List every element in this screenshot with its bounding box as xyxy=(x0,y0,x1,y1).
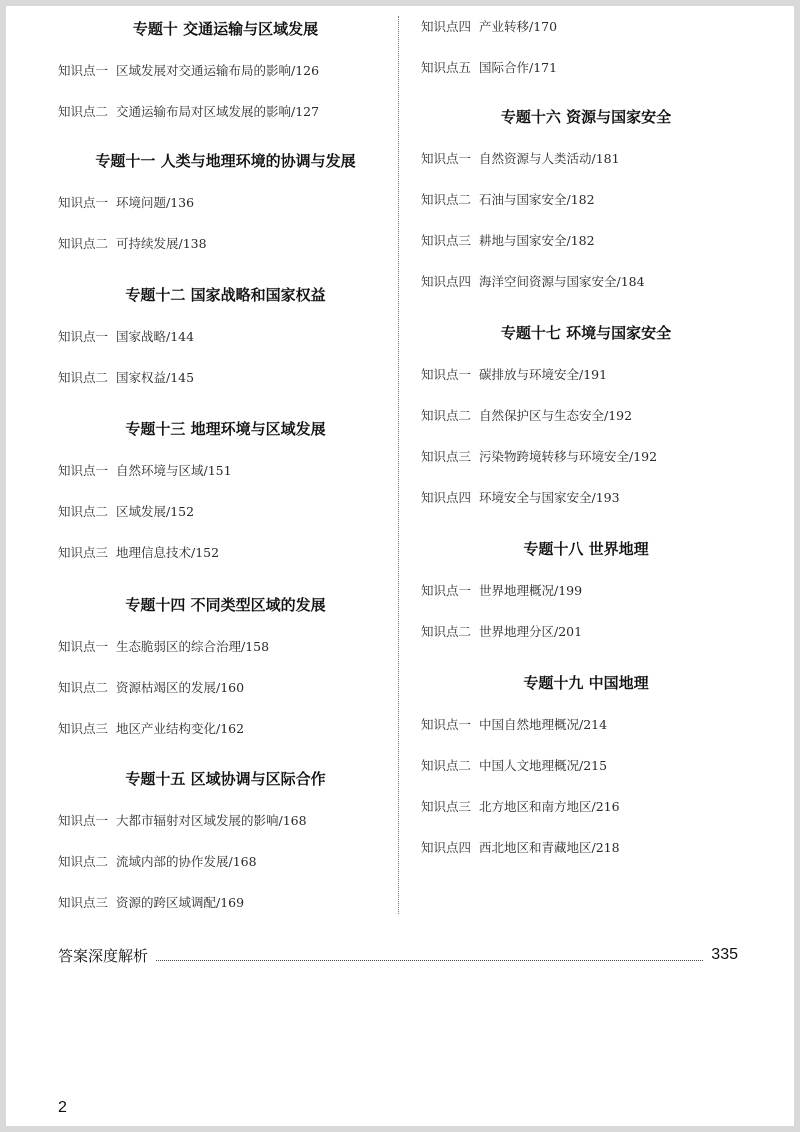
toc-item-text: 可持续发展/138 xyxy=(116,236,207,251)
section-title[interactable]: 专题十二 国家战略和国家权益 xyxy=(125,286,326,304)
toc-item-label: 知识点三 xyxy=(58,721,109,736)
toc-item[interactable] xyxy=(58,182,393,223)
toc-item[interactable] xyxy=(421,6,751,47)
toc-item-text: 交通运输布局对区域发展的影响/127 xyxy=(116,104,320,119)
toc-item-label: 知识点二 xyxy=(58,680,109,695)
toc-item-label: 知识点二 xyxy=(421,192,472,207)
toc-section xyxy=(58,18,393,132)
toc-item-label: 知识点五 xyxy=(421,60,472,75)
toc-item-label: 知识点一 xyxy=(58,639,109,654)
toc-item-label: 知识点一 xyxy=(58,813,109,828)
toc-section xyxy=(58,768,393,923)
answer-title: 答案深度解析 xyxy=(58,946,149,965)
toc-item-text: 环境问题/136 xyxy=(116,195,195,210)
toc-section xyxy=(58,284,393,398)
toc-item[interactable] xyxy=(421,827,751,868)
toc-item-label: 知识点二 xyxy=(58,370,109,385)
toc-item-text: 世界地理分区/201 xyxy=(479,624,583,639)
toc-item-text: 地区产业结构变化/162 xyxy=(116,721,245,736)
section-title[interactable]: 专题十九 中国地理 xyxy=(523,674,649,692)
toc-item[interactable] xyxy=(421,477,751,518)
toc-section xyxy=(58,150,393,264)
toc-item[interactable] xyxy=(421,395,751,436)
toc-item[interactable] xyxy=(58,450,393,491)
section-title[interactable]: 专题十五 区域协调与区际合作 xyxy=(125,770,326,788)
toc-item-label: 知识点二 xyxy=(58,104,109,119)
toc-item-label: 知识点三 xyxy=(421,799,472,814)
column-divider xyxy=(398,16,399,914)
toc-item-text: 大都市辐射对区域发展的影响/168 xyxy=(116,813,307,828)
section-title[interactable]: 专题十一 人类与地理环境的协调与发展 xyxy=(95,152,356,170)
toc-item-text: 自然环境与区域/151 xyxy=(116,463,232,478)
toc-item-text: 区域发展对交通运输布局的影响/126 xyxy=(116,63,320,78)
toc-item-label: 知识点二 xyxy=(421,758,472,773)
toc-item[interactable] xyxy=(58,357,393,398)
toc-item-text: 北方地区和南方地区/216 xyxy=(479,799,620,814)
toc-item-label: 知识点四 xyxy=(421,490,472,505)
section-title[interactable]: 专题十三 地理环境与区域发展 xyxy=(125,420,326,438)
toc-item[interactable] xyxy=(421,786,751,827)
toc-item-label: 知识点二 xyxy=(421,624,472,639)
toc-item-text: 世界地理概况/199 xyxy=(479,583,583,598)
toc-item-text: 资源的跨区域调配/169 xyxy=(116,895,245,910)
toc-item[interactable] xyxy=(58,491,393,532)
toc-item-text: 流域内部的协作发展/168 xyxy=(116,854,257,869)
section-title[interactable]: 专题十七 环境与国家安全 xyxy=(500,324,672,342)
continued-items xyxy=(421,6,751,88)
toc-section xyxy=(58,594,393,749)
toc-item[interactable] xyxy=(421,47,751,88)
toc-item-text: 生态脆弱区的综合治理/158 xyxy=(116,639,270,654)
toc-item-label: 知识点四 xyxy=(421,840,472,855)
answer-page: 335 xyxy=(711,946,738,963)
toc-item-label: 知识点四 xyxy=(421,274,472,289)
toc-item[interactable] xyxy=(421,436,751,477)
toc-item-text: 国家权益/145 xyxy=(116,370,195,385)
toc-item-label: 知识点三 xyxy=(421,449,472,464)
toc-item[interactable] xyxy=(58,708,393,749)
toc-item[interactable] xyxy=(58,882,393,923)
toc-item[interactable] xyxy=(58,800,393,841)
section-title[interactable]: 专题十六 资源与国家安全 xyxy=(500,108,672,126)
toc-item[interactable] xyxy=(421,570,751,611)
toc-item[interactable] xyxy=(58,626,393,667)
page-number: 2 xyxy=(58,1099,67,1116)
toc-item-text: 区域发展/152 xyxy=(116,504,195,519)
toc-item-text: 西北地区和青藏地区/218 xyxy=(479,840,620,855)
toc-item-text: 自然保护区与生态安全/192 xyxy=(479,408,633,423)
toc-item-label: 知识点四 xyxy=(421,19,472,34)
toc-item[interactable] xyxy=(58,91,393,132)
toc-section xyxy=(421,538,751,652)
toc-item[interactable] xyxy=(58,532,393,573)
toc-item[interactable] xyxy=(58,223,393,264)
toc-item-text: 海洋空间资源与国家安全/184 xyxy=(479,274,645,289)
toc-item[interactable] xyxy=(421,745,751,786)
toc-item-text: 地理信息技术/152 xyxy=(116,545,220,560)
toc-item-label: 知识点二 xyxy=(58,854,109,869)
toc-item-label: 知识点三 xyxy=(421,233,472,248)
toc-item-label: 知识点一 xyxy=(58,463,109,478)
toc-section xyxy=(421,106,751,302)
toc-item-label: 知识点一 xyxy=(421,367,472,382)
toc-section xyxy=(58,418,393,573)
toc-item-text: 石油与国家安全/182 xyxy=(479,192,595,207)
toc-item-label: 知识点二 xyxy=(421,408,472,423)
toc-section xyxy=(421,672,751,868)
toc-item-label: 知识点三 xyxy=(58,895,109,910)
toc-answer-entry[interactable] xyxy=(58,944,738,966)
toc-item-label: 知识点一 xyxy=(421,151,472,166)
toc-item[interactable] xyxy=(421,261,751,302)
toc-item[interactable] xyxy=(421,220,751,261)
toc-item-label: 知识点一 xyxy=(58,329,109,344)
toc-item-text: 中国人文地理概况/215 xyxy=(479,758,608,773)
toc-item-text: 自然资源与人类活动/181 xyxy=(479,151,620,166)
toc-item[interactable] xyxy=(58,316,393,357)
toc-section xyxy=(421,322,751,518)
toc-item-label: 知识点二 xyxy=(58,504,109,519)
toc-item-label: 知识点一 xyxy=(421,583,472,598)
toc-item[interactable] xyxy=(421,704,751,745)
toc-item[interactable] xyxy=(421,354,751,395)
toc-item-label: 知识点一 xyxy=(421,717,472,732)
toc-page xyxy=(6,6,794,1126)
toc-item-text: 污染物跨境转移与环境安全/192 xyxy=(479,449,658,464)
section-title[interactable]: 专题十八 世界地理 xyxy=(523,540,649,558)
toc-item-text: 国际合作/171 xyxy=(479,60,558,75)
toc-item[interactable] xyxy=(58,841,393,882)
toc-item-label: 知识点一 xyxy=(58,63,109,78)
toc-item-text: 中国自然地理概况/214 xyxy=(479,717,608,732)
toc-item-text: 资源枯竭区的发展/160 xyxy=(116,680,245,695)
toc-item-label: 知识点一 xyxy=(58,195,109,210)
toc-item-text: 碳排放与环境安全/191 xyxy=(479,367,608,382)
toc-item[interactable] xyxy=(421,611,751,652)
toc-item[interactable] xyxy=(421,179,751,220)
toc-item-text: 产业转移/170 xyxy=(479,19,558,34)
leader-dots xyxy=(156,950,703,961)
toc-item[interactable] xyxy=(58,667,393,708)
section-title[interactable]: 专题十 交通运输与区域发展 xyxy=(132,20,319,38)
toc-item-text: 耕地与国家安全/182 xyxy=(479,233,595,248)
toc-item[interactable] xyxy=(58,50,393,91)
section-title[interactable]: 专题十四 不同类型区域的发展 xyxy=(125,596,326,614)
toc-item[interactable] xyxy=(421,138,751,179)
toc-item-text: 国家战略/144 xyxy=(116,329,195,344)
toc-item-label: 知识点三 xyxy=(58,545,109,560)
toc-item-text: 环境安全与国家安全/193 xyxy=(479,490,620,505)
toc-item-label: 知识点二 xyxy=(58,236,109,251)
